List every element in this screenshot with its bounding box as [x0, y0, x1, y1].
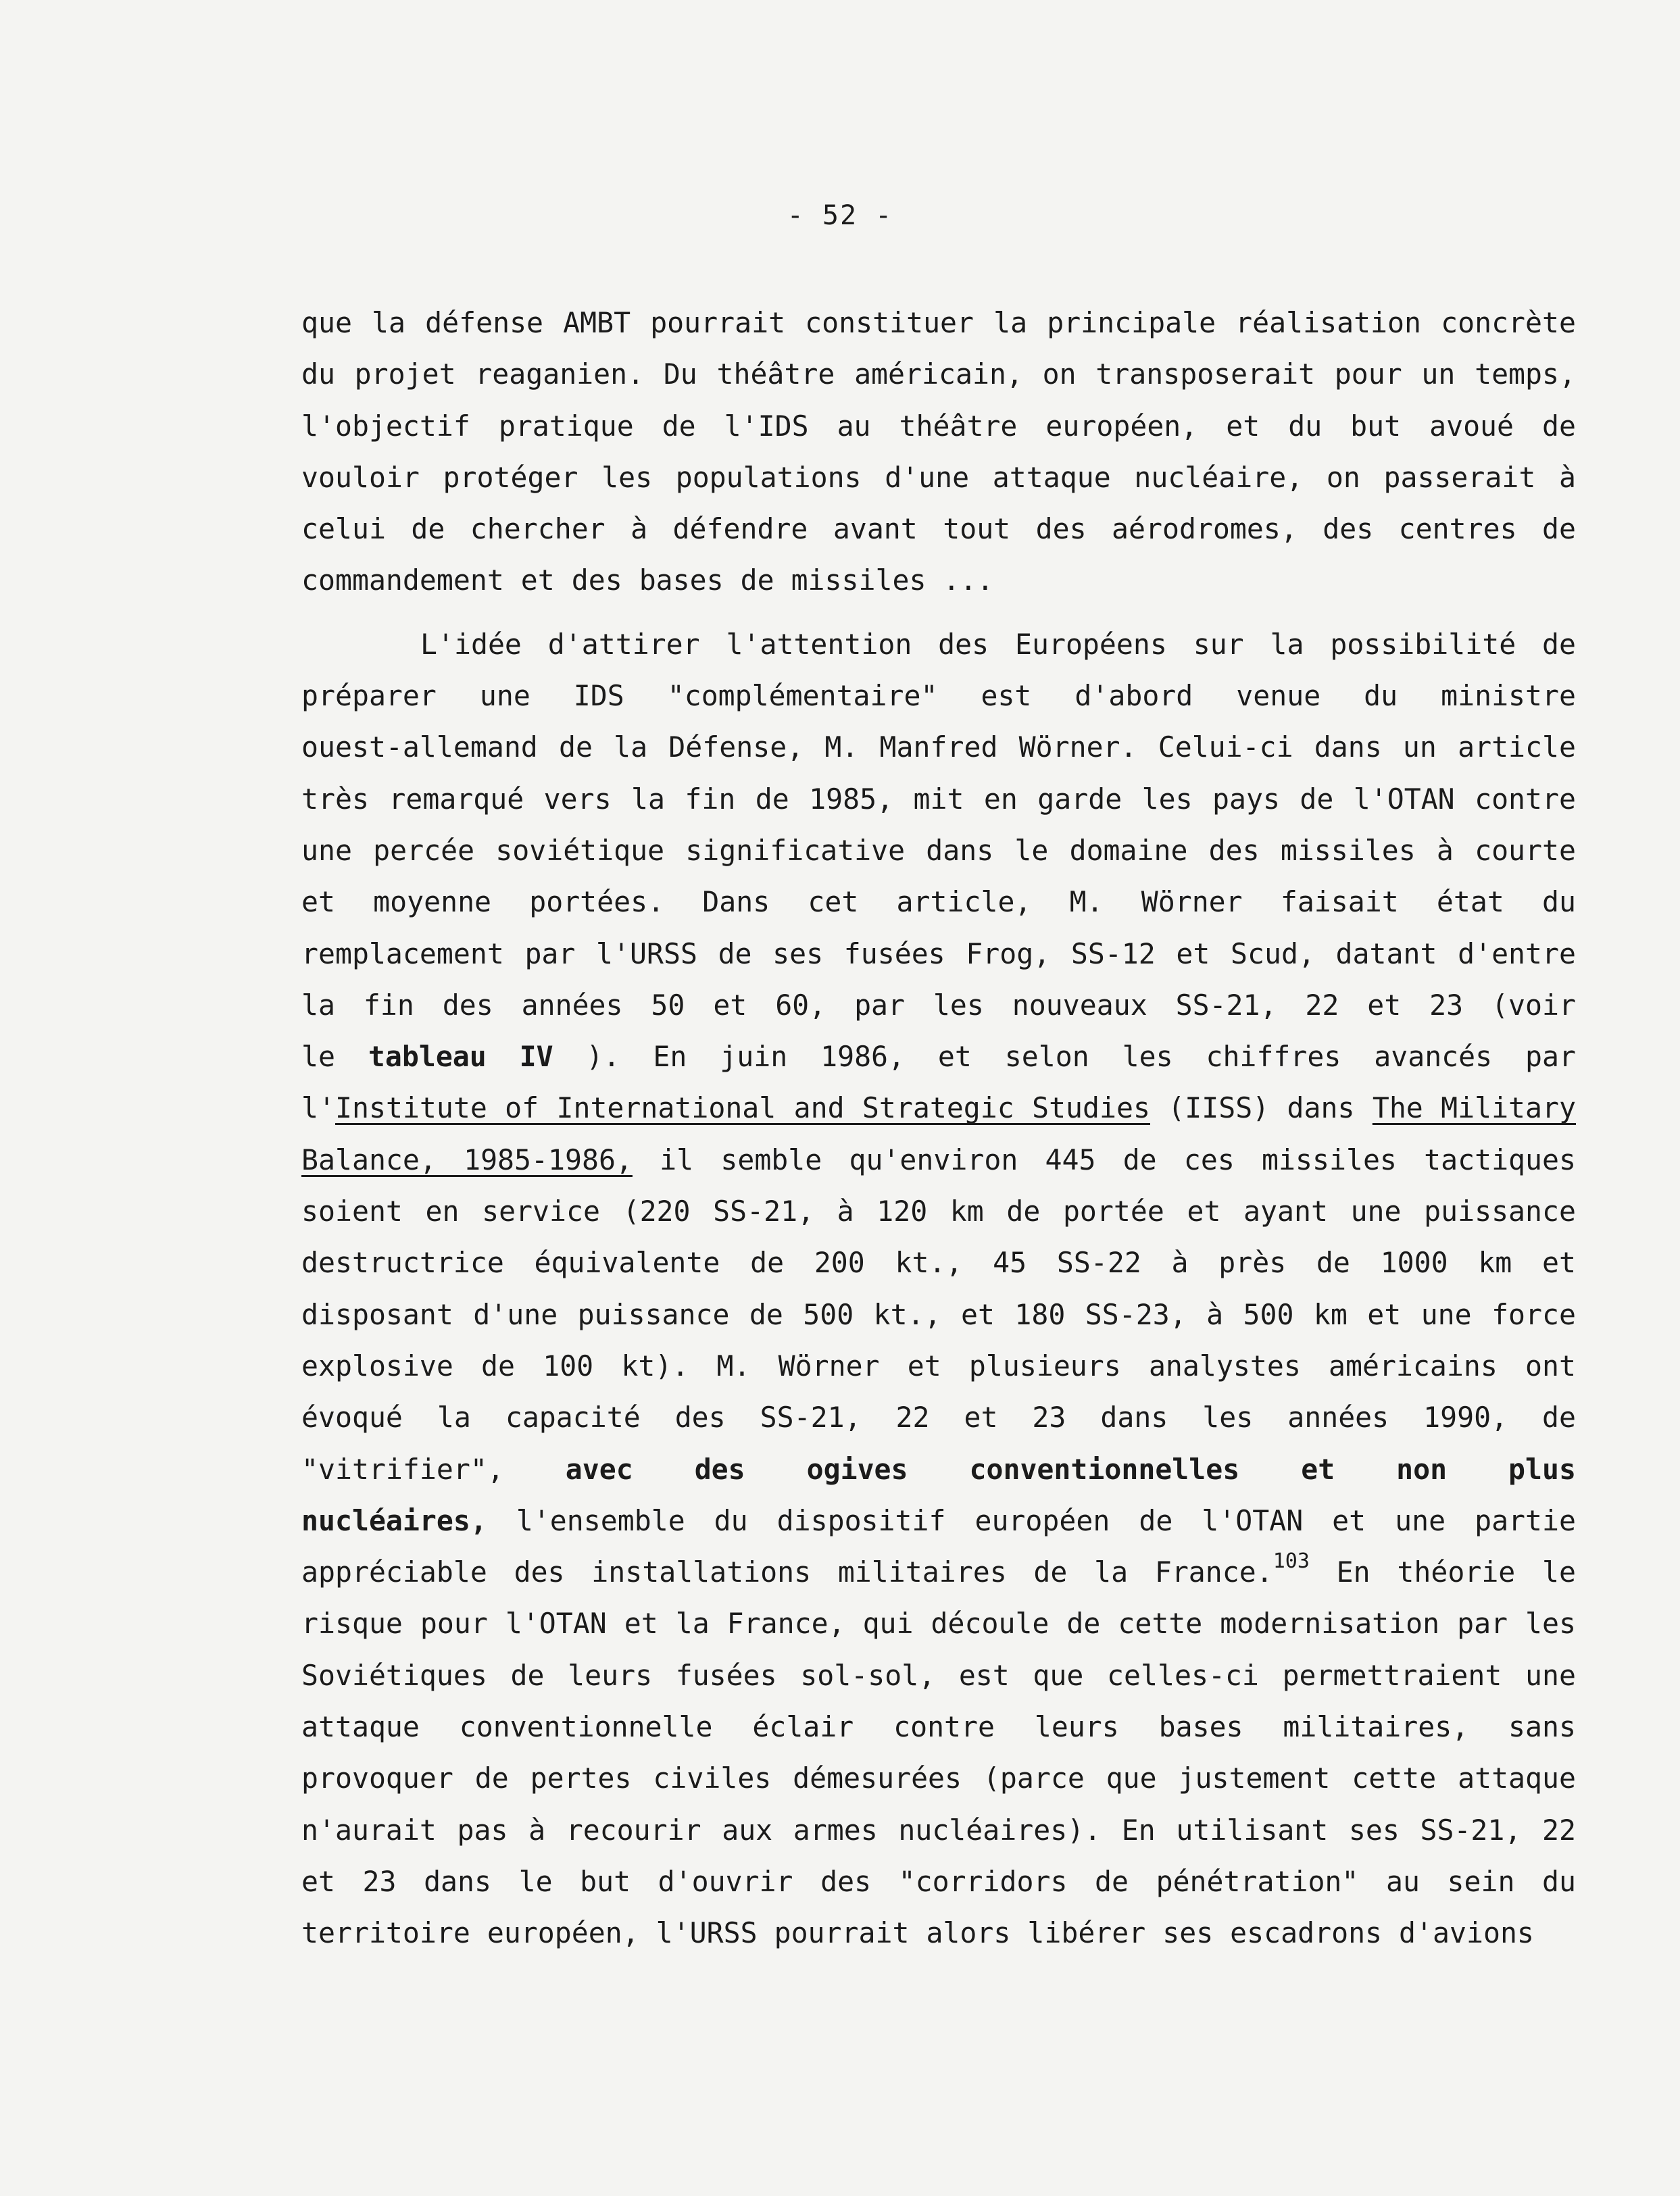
text-line	[301, 1186, 1576, 1237]
text-line	[301, 928, 1576, 980]
underlined-title: Balance, 1985-1986,	[301, 1143, 633, 1176]
text-segment: "vitrifier",	[301, 1452, 566, 1486]
text-line	[301, 401, 1576, 452]
bold-text: tableau IV	[368, 1040, 553, 1074]
text-segment: appréciable des installations militaires de la France.	[301, 1555, 1273, 1589]
text-line	[301, 1547, 1576, 1598]
text-line	[301, 774, 1576, 825]
text-line	[301, 1701, 1576, 1753]
text-segment: ). En juin 1986, et selon les chiffres avancés par	[553, 1040, 1576, 1074]
text-line	[301, 555, 1576, 606]
text-segment: et 23 dans le but d'ouvrir des "corridors de pénétration" au sein du	[301, 1864, 1576, 1898]
text-segment: attaque conventionnelle éclair contre leurs bases militaires, sans	[301, 1710, 1576, 1744]
text-segment: L'idée d'attirer l'attention des Européens sur la possibilité de	[420, 627, 1576, 661]
text-segment: ouest-allemand de la Défense, M. Manfred Wörner. Celui-ci dans un article	[301, 730, 1576, 764]
text-line	[301, 349, 1576, 400]
text-line	[301, 1650, 1576, 1701]
text-segment: commandement et des bases de missiles ...	[301, 564, 994, 597]
text-segment: une percée soviétique significative dans le domaine des missiles à courte	[301, 833, 1576, 867]
text-segment: il semble qu'environ 445 de ces missiles tactiques	[632, 1143, 1576, 1176]
text-segment: très remarqué vers la fin de 1985, mit en garde les pays de l'OTAN contre	[301, 782, 1576, 816]
text-segment: remplacement par l'URSS de ses fusées Frog, SS-12 et Scud, datant d'entre	[301, 937, 1576, 970]
text-line	[301, 722, 1576, 773]
text-line	[301, 1031, 1576, 1082]
bold-text: nucléaires,	[301, 1503, 487, 1537]
text-line	[301, 1444, 1576, 1495]
text-segment: Soviétiques de leurs fusées sol-sol, est que celles-ci permettraient une	[301, 1658, 1576, 1692]
text-line	[301, 1805, 1576, 1856]
text-segment: territoire européen, l'URSS pourrait alors libérer ses escadrons d'avions	[301, 1916, 1534, 1950]
underlined-title: Institute of International and Strategic Studies	[335, 1091, 1150, 1125]
bold-text: avec des ogives conventionnelles et non plus	[565, 1452, 1576, 1486]
text-segment: n'aurait pas à recourir aux armes nucléaires). En utilisant ses SS-21, 22	[301, 1813, 1576, 1847]
text-line	[301, 1907, 1576, 1959]
text-segment: préparer une IDS "complémentaire" est d'abord venue du ministre	[301, 679, 1576, 713]
text-line	[301, 297, 1576, 349]
text-line	[301, 1341, 1576, 1392]
text-line	[301, 503, 1576, 555]
text-line	[301, 1856, 1576, 1907]
text-line	[301, 1598, 1576, 1649]
text-line	[301, 452, 1576, 503]
text-segment: évoqué la capacité des SS-21, 22 et 23 dans les années 1990, de	[301, 1401, 1576, 1434]
text-line	[301, 1392, 1576, 1443]
text-segment: (IISS) dans	[1150, 1091, 1373, 1125]
text-segment: vouloir protéger les populations d'une attaque nucléaire, on passerait à	[301, 460, 1576, 494]
text-line	[301, 1753, 1576, 1804]
text-segment: celui de chercher à défendre avant tout des aérodromes, des centres de	[301, 512, 1576, 546]
text-segment: et moyenne portées. Dans cet article, M. Wörner faisait état du	[301, 885, 1576, 919]
text-line	[301, 619, 1576, 670]
text-segment: que la défense AMBT pourrait constituer la principale réalisation concrète	[301, 306, 1576, 339]
text-segment: l'ensemble du dispositif européen de l'OTAN et une partie	[487, 1503, 1576, 1537]
text-line	[301, 1237, 1576, 1289]
text-segment: l'	[301, 1091, 335, 1125]
text-line	[301, 1495, 1576, 1547]
underlined-title: The Military	[1372, 1091, 1576, 1125]
text-line	[301, 670, 1576, 722]
paragraph	[301, 297, 1576, 607]
text-line	[301, 876, 1576, 928]
text-segment: l'objectif pratique de l'IDS au théâtre européen, et du but avoué de	[301, 409, 1576, 443]
text-segment: disposant d'une puissance de 500 kt., et 180 SS-23, à 500 km et une force	[301, 1297, 1576, 1331]
text-line	[301, 1134, 1576, 1186]
text-segment: risque pour l'OTAN et la France, qui découle de cette modernisation par les	[301, 1607, 1576, 1641]
body-text	[301, 297, 1576, 1960]
text-line	[301, 980, 1576, 1031]
paragraph	[301, 619, 1576, 1960]
text-segment: En théorie le	[1309, 1555, 1576, 1589]
text-segment: soient en service (220 SS-21, à 120 km de portée et ayant une puissance	[301, 1195, 1576, 1228]
text-segment: provoquer de pertes civiles démesurées (parce que justement cette attaque	[301, 1762, 1576, 1795]
text-line	[301, 1289, 1576, 1341]
text-segment: explosive de 100 kt). M. Wörner et plusieurs analystes américains ont	[301, 1349, 1576, 1382]
text-segment: le	[301, 1040, 368, 1074]
footnote-ref: 103	[1273, 1549, 1310, 1574]
text-segment: du projet reaganien. Du théâtre américain, on transposerait pour un temps,	[301, 357, 1576, 391]
text-segment: la fin des années 50 et 60, par les nouveaux SS-21, 22 et 23 (voir	[301, 988, 1576, 1022]
page-number: - 52 -	[787, 200, 893, 231]
text-line	[301, 1082, 1576, 1134]
text-segment: destructrice équivalente de 200 kt., 45 SS-22 à près de 1000 km et	[301, 1246, 1576, 1280]
text-line	[301, 825, 1576, 876]
